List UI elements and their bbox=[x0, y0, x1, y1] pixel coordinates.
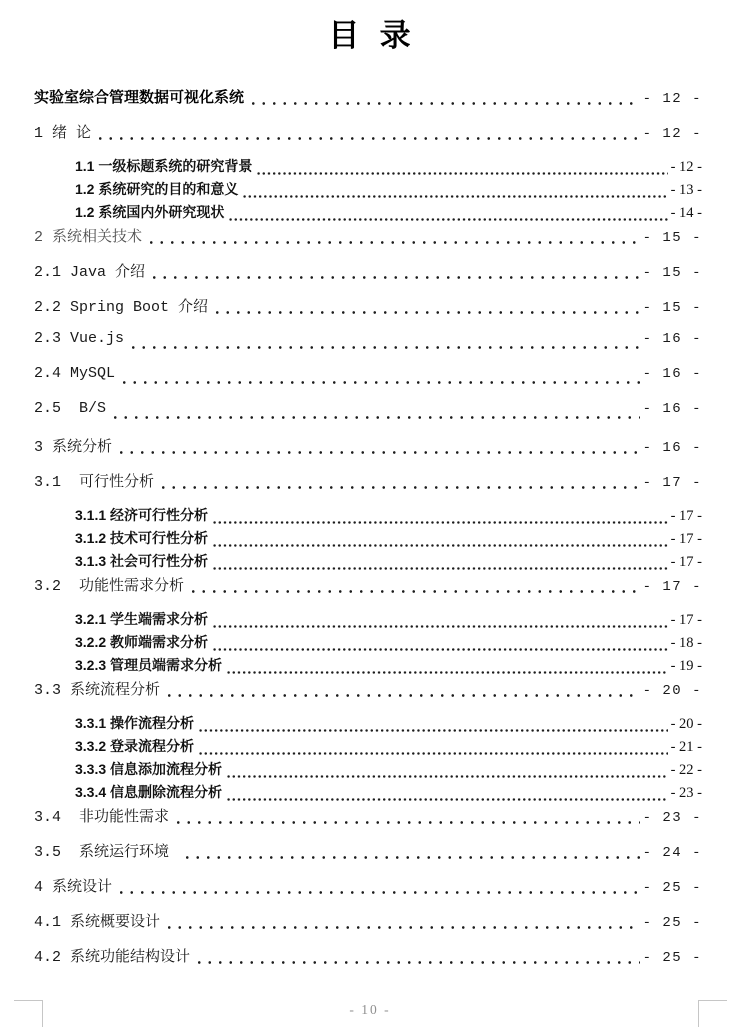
toc-entry-page-number: - 20 - bbox=[670, 716, 702, 732]
toc-entry-label: 3.3.4 信息删除流程分析 bbox=[75, 784, 223, 800]
toc-dot-leader bbox=[146, 225, 640, 248]
toc-dot-leader bbox=[212, 551, 668, 574]
toc-entry bbox=[34, 179, 702, 202]
text-boundary-corner-mark-right bbox=[698, 1000, 727, 1027]
toc-dot-leader bbox=[119, 365, 640, 388]
toc-entry bbox=[34, 470, 702, 493]
toc-entry-page-number: - 24 - bbox=[642, 845, 702, 861]
toc-entry-label: 4.2 系统功能结构设计 bbox=[34, 949, 191, 966]
toc-dot-leader bbox=[248, 86, 640, 109]
toc-entry-label: 1 绪 论 bbox=[34, 125, 92, 142]
toc-entry bbox=[34, 574, 702, 597]
toc-entry-page-number: - 17 - bbox=[670, 508, 702, 524]
page-title: 目 录 bbox=[328, 18, 412, 53]
toc-dot-leader bbox=[212, 295, 640, 318]
toc-entry-page-number: - 20 - bbox=[642, 683, 702, 699]
toc-entry-page-number: - 12 - bbox=[642, 91, 702, 107]
toc-entry bbox=[34, 330, 702, 353]
toc-entry bbox=[34, 86, 702, 109]
toc-entry-label: 2.4 MySQL bbox=[34, 365, 116, 382]
toc-entry-label: 1.1 一级标题系统的研究背景 bbox=[75, 158, 253, 174]
toc-entry bbox=[34, 365, 702, 388]
toc-entry bbox=[34, 528, 702, 551]
toc-dot-leader bbox=[173, 805, 640, 828]
toc-entry bbox=[34, 805, 702, 828]
toc-entry-label: 3.3.2 登录流程分析 bbox=[75, 738, 195, 754]
toc-entry-label: 3.5 系统运行环境 bbox=[34, 844, 179, 861]
toc-entry-label: 3 系统分析 bbox=[34, 439, 113, 456]
toc-entry-label: 4.1 系统概要设计 bbox=[34, 914, 161, 931]
toc-entry bbox=[34, 759, 702, 782]
toc-entry-label: 实验室综合管理数据可视化系统 bbox=[34, 89, 245, 106]
toc-dot-leader bbox=[228, 202, 667, 225]
toc-entry bbox=[34, 945, 702, 968]
toc-entry bbox=[34, 295, 702, 318]
toc-dot-leader bbox=[116, 435, 640, 458]
toc-entry bbox=[34, 655, 702, 678]
toc-entry bbox=[34, 875, 702, 898]
toc-entry bbox=[34, 713, 702, 736]
toc-entry bbox=[34, 400, 702, 423]
toc-entry bbox=[34, 202, 702, 225]
toc-entry-label: 1.2 系统研究的目的和意义 bbox=[75, 181, 239, 197]
toc-entry-label: 3.2 功能性需求分析 bbox=[34, 578, 185, 595]
toc-entry-page-number: - 17 - bbox=[670, 612, 702, 628]
toc-entry-label: 3.1.3 社会可行性分析 bbox=[75, 553, 209, 569]
toc-dot-leader bbox=[198, 713, 668, 736]
toc-dot-leader bbox=[95, 121, 640, 144]
toc-dot-leader bbox=[164, 910, 640, 933]
toc-entry-label: 3.1.2 技术可行性分析 bbox=[75, 530, 209, 546]
toc-entry-label: 3.3 系统流程分析 bbox=[34, 682, 161, 699]
toc-dot-leader bbox=[164, 678, 640, 701]
toc-dot-leader bbox=[212, 632, 668, 655]
toc-entry bbox=[34, 435, 702, 458]
toc-dot-leader bbox=[182, 840, 640, 863]
toc-entry-label: 2 系统相关技术 bbox=[34, 229, 143, 246]
toc-entry-label: 3.2.1 学生端需求分析 bbox=[75, 611, 209, 627]
toc-list bbox=[34, 86, 702, 980]
toc-entry bbox=[34, 551, 702, 574]
toc-entry-page-number: - 16 - bbox=[642, 401, 702, 417]
toc-entry bbox=[34, 225, 702, 248]
toc-entry-page-number: - 17 - bbox=[670, 531, 702, 547]
toc-dot-leader bbox=[116, 875, 640, 898]
toc-dot-leader bbox=[110, 400, 640, 423]
toc-dot-leader bbox=[158, 470, 640, 493]
toc-entry-label: 3.3.3 信息添加流程分析 bbox=[75, 761, 223, 777]
toc-entry-page-number: - 12 - bbox=[670, 159, 702, 175]
toc-entry-page-number: - 16 - bbox=[642, 366, 702, 382]
toc-entry bbox=[34, 632, 702, 655]
toc-entry-label: 2.1 Java 介绍 bbox=[34, 264, 146, 281]
toc-entry-label: 1.2 系统国内外研究现状 bbox=[75, 204, 225, 220]
toc-entry-label: 3.2.3 管理员端需求分析 bbox=[75, 657, 223, 673]
toc-dot-leader bbox=[212, 609, 668, 632]
page-number-footer: - 10 - bbox=[349, 1002, 391, 1017]
toc-entry-page-number: - 17 - bbox=[642, 579, 702, 595]
toc-dot-leader bbox=[198, 736, 668, 759]
toc-entry bbox=[34, 910, 702, 933]
toc-dot-leader bbox=[212, 505, 668, 528]
toc-entry-label: 3.4 非功能性需求 bbox=[34, 809, 170, 826]
toc-entry-label: 2.5 B/S bbox=[34, 400, 107, 417]
toc-entry bbox=[34, 260, 702, 283]
toc-entry-page-number: - 23 - bbox=[642, 810, 702, 826]
toc-entry-label: 3.1 可行性分析 bbox=[34, 474, 155, 491]
toc-entry bbox=[34, 678, 702, 701]
toc-entry bbox=[34, 121, 702, 144]
toc-entry bbox=[34, 609, 702, 632]
toc-dot-leader bbox=[149, 260, 640, 283]
toc-entry-label: 3.1.1 经济可行性分析 bbox=[75, 507, 209, 523]
toc-entry-label: 3.2.2 教师端需求分析 bbox=[75, 634, 209, 650]
toc-dot-leader bbox=[194, 945, 640, 968]
toc-entry-label: 3.3.1 操作流程分析 bbox=[75, 715, 195, 731]
toc-entry-page-number: - 25 - bbox=[642, 880, 702, 896]
toc-dot-leader bbox=[128, 330, 640, 353]
toc-dot-leader bbox=[242, 179, 667, 202]
text-boundary-corner-mark-left bbox=[14, 1000, 43, 1027]
toc-entry-page-number: - 23 - bbox=[670, 785, 702, 801]
toc-entry-page-number: - 15 - bbox=[642, 300, 702, 316]
toc-entry-page-number: - 15 - bbox=[642, 230, 702, 246]
toc-entry-label: 2.3 Vue.js bbox=[34, 330, 125, 347]
toc-entry-page-number: - 17 - bbox=[670, 554, 702, 570]
toc-entry bbox=[34, 782, 702, 805]
toc-entry-page-number: - 17 - bbox=[642, 475, 702, 491]
toc-entry bbox=[34, 840, 702, 863]
toc-entry-page-number: - 15 - bbox=[642, 265, 702, 281]
toc-dot-leader bbox=[188, 574, 640, 597]
toc-dot-leader bbox=[226, 759, 668, 782]
toc-entry bbox=[34, 505, 702, 528]
toc-entry-page-number: - 21 - bbox=[670, 739, 702, 755]
toc-entry-page-number: - 18 - bbox=[670, 635, 702, 651]
toc-dot-leader bbox=[226, 782, 668, 805]
toc-entry bbox=[34, 156, 702, 179]
toc-entry-page-number: - 19 - bbox=[670, 658, 702, 674]
toc-dot-leader bbox=[256, 156, 667, 179]
toc-entry-page-number: - 13 - bbox=[670, 182, 702, 198]
toc-entry-page-number: - 12 - bbox=[642, 126, 702, 142]
toc-entry-page-number: - 22 - bbox=[670, 762, 702, 778]
toc-entry-label: 2.2 Spring Boot 介绍 bbox=[34, 299, 209, 316]
toc-entry-page-number: - 25 - bbox=[642, 950, 702, 966]
toc-dot-leader bbox=[212, 528, 668, 551]
toc-entry-page-number: - 25 - bbox=[642, 915, 702, 931]
toc-entry bbox=[34, 736, 702, 759]
toc-dot-leader bbox=[226, 655, 668, 678]
toc-entry-page-number: - 14 - bbox=[670, 205, 702, 221]
toc-entry-label: 4 系统设计 bbox=[34, 879, 113, 896]
toc-entry-page-number: - 16 - bbox=[642, 331, 702, 347]
toc-entry-page-number: - 16 - bbox=[642, 440, 702, 456]
